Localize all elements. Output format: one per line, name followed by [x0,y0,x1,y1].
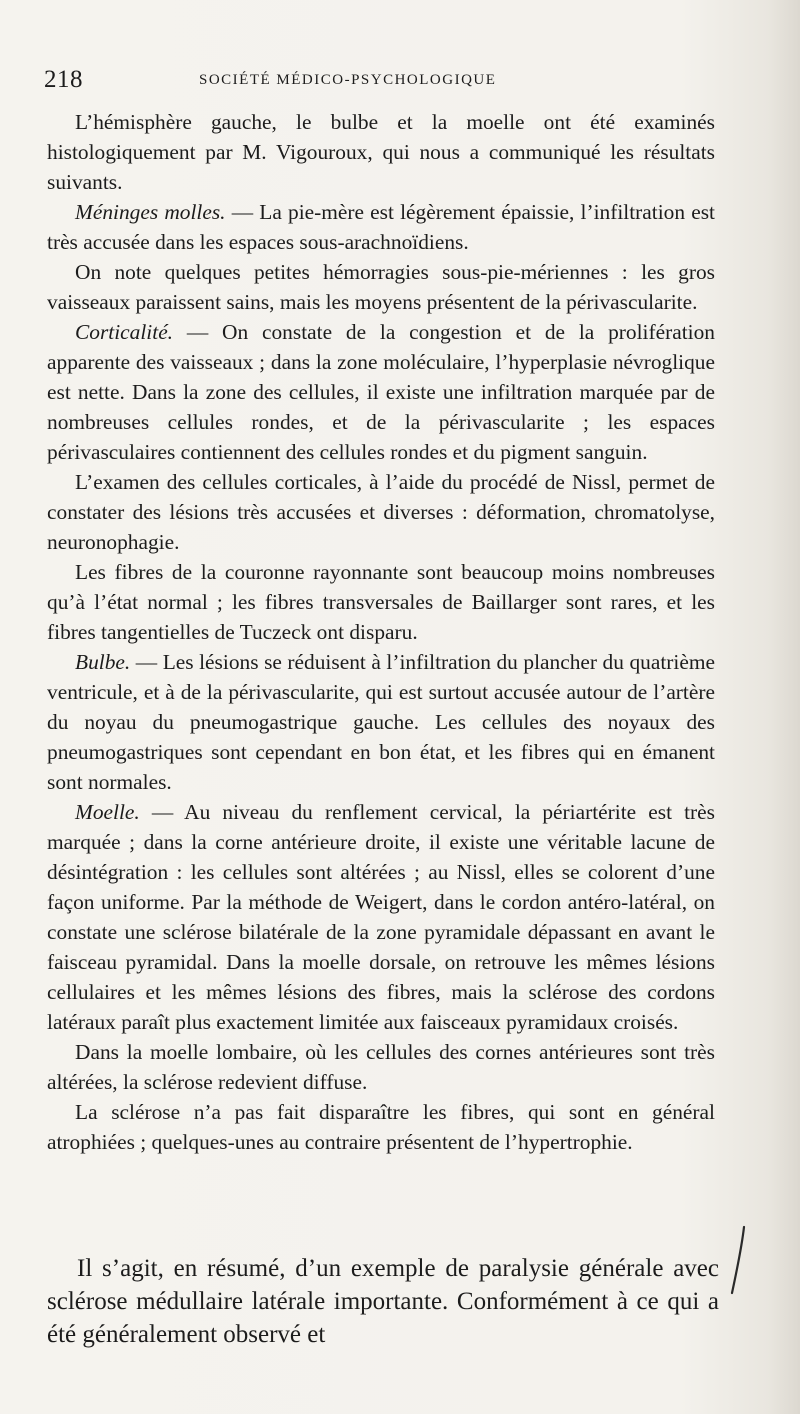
paragraph [47,197,715,257]
paragraph-text: Dans la moelle lombaire, où les cellules des cornes antérieures sont très altérées, la sclérose redevient diffuse. [47,1040,715,1094]
pencil-mark-icon [728,1225,750,1295]
paragraph-lead: Méninges molles. [75,200,226,224]
paragraph-text: — Les lésions se réduisent à l’infiltration du plancher du quatrième ventricule, et à de la périvascularite, qui est surtout accusée autour de l’artère du noyau du pneumogastrique gauche. Les cellules des noyaux des pneumogastriques sont cependant en bon état, et les fibres qui en émanent sont normales. [47,650,715,794]
paragraph [47,107,715,197]
paragraph-lead: Bulbe. [75,650,131,674]
body-text [47,107,715,1157]
paragraph-text: L’hémisphère gauche, le bulbe et la moelle ont été examinés histologiquement par M. Vigouroux, qui nous a communiqué les résultats suivants. [47,110,715,194]
paragraph [47,257,715,317]
running-head: SOCIÉTÉ MÉDICO-PSYCHOLOGIQUE [199,72,497,88]
paragraph-text: On note quelques petites hémorragies sous-pie-mériennes : les gros vaisseaux paraissent sains, mais les moyens présentent de la périvascularite. [47,260,715,314]
paragraph-text: — La pie-mère est légèrement épaissie, l’infiltration est très accusée dans les espaces sous-arachnoïdiens. [47,200,716,254]
page-number: 218 [44,66,83,93]
paragraph [47,467,715,557]
paragraph-text: — Au niveau du renflement cervical, la périartérite est très marquée ; dans la corne antérieure droite, il existe une véritable lacune de désintégration : les cellules sont altérées ; au Nissl, elles se colorent d’une façon uniforme. Par la méthode de Weigert, dans le cordon antéro-latéral, on constate une sclérose bilatérale de la zone pyramidale dépassant en avant le faisceau pyramidal. Dans la moelle dorsale, on retrouve les mêmes lésions cellulaires et les mêmes lésions des fibres, mais la sclérose des cordons latéraux paraît plus exactement limitée aux faisceaux pyramidaux croisés. [47,800,715,1034]
page-header [44,66,734,98]
paragraph [47,557,715,647]
paragraph-text: L’examen des cellules corticales, à l’aide du procédé de Nissl, permet de constater des lésions très accusées et diverses : déformation, chromatolyse, neuronophagie. [47,470,715,554]
paragraph [47,647,715,797]
summary-paragraph: Il s’agit, en résumé, d’un exemple de paralysie générale avec sclérose médullaire latérale importante. Conformément à ce qui a été généralement observé et [47,1255,719,1348]
paragraph-lead: Moelle. [75,800,140,824]
paragraph [47,797,715,1037]
paragraph-lead: Corticalité. [75,320,174,344]
paragraph-text: — On constate de la congestion et de la prolifération apparente des vaisseaux ; dans la zone moléculaire, l’hyperplasie névroglique est nette. Dans la zone des cellules, il existe une infiltration marquée par de nombreuses cellules rondes, et de la périvascularite ; les espaces périvasculaires contiennent des cellules rondes et du pigment sanguin. [47,320,715,464]
paragraph [47,317,715,467]
paragraph [47,1037,715,1097]
summary-section [47,1252,719,1351]
paragraph [47,1097,715,1157]
paragraph-text: La sclérose n’a pas fait disparaître les fibres, qui sont en général atrophiées ; quelques-unes au contraire présentent de l’hypertrophie. [47,1100,715,1154]
paragraph-text: Les fibres de la couronne rayonnante sont beaucoup moins nombreuses qu’à l’état normal ; les fibres transversales de Baillarger sont rares, et les fibres tangentielles de Tuczeck ont disparu. [47,560,715,644]
